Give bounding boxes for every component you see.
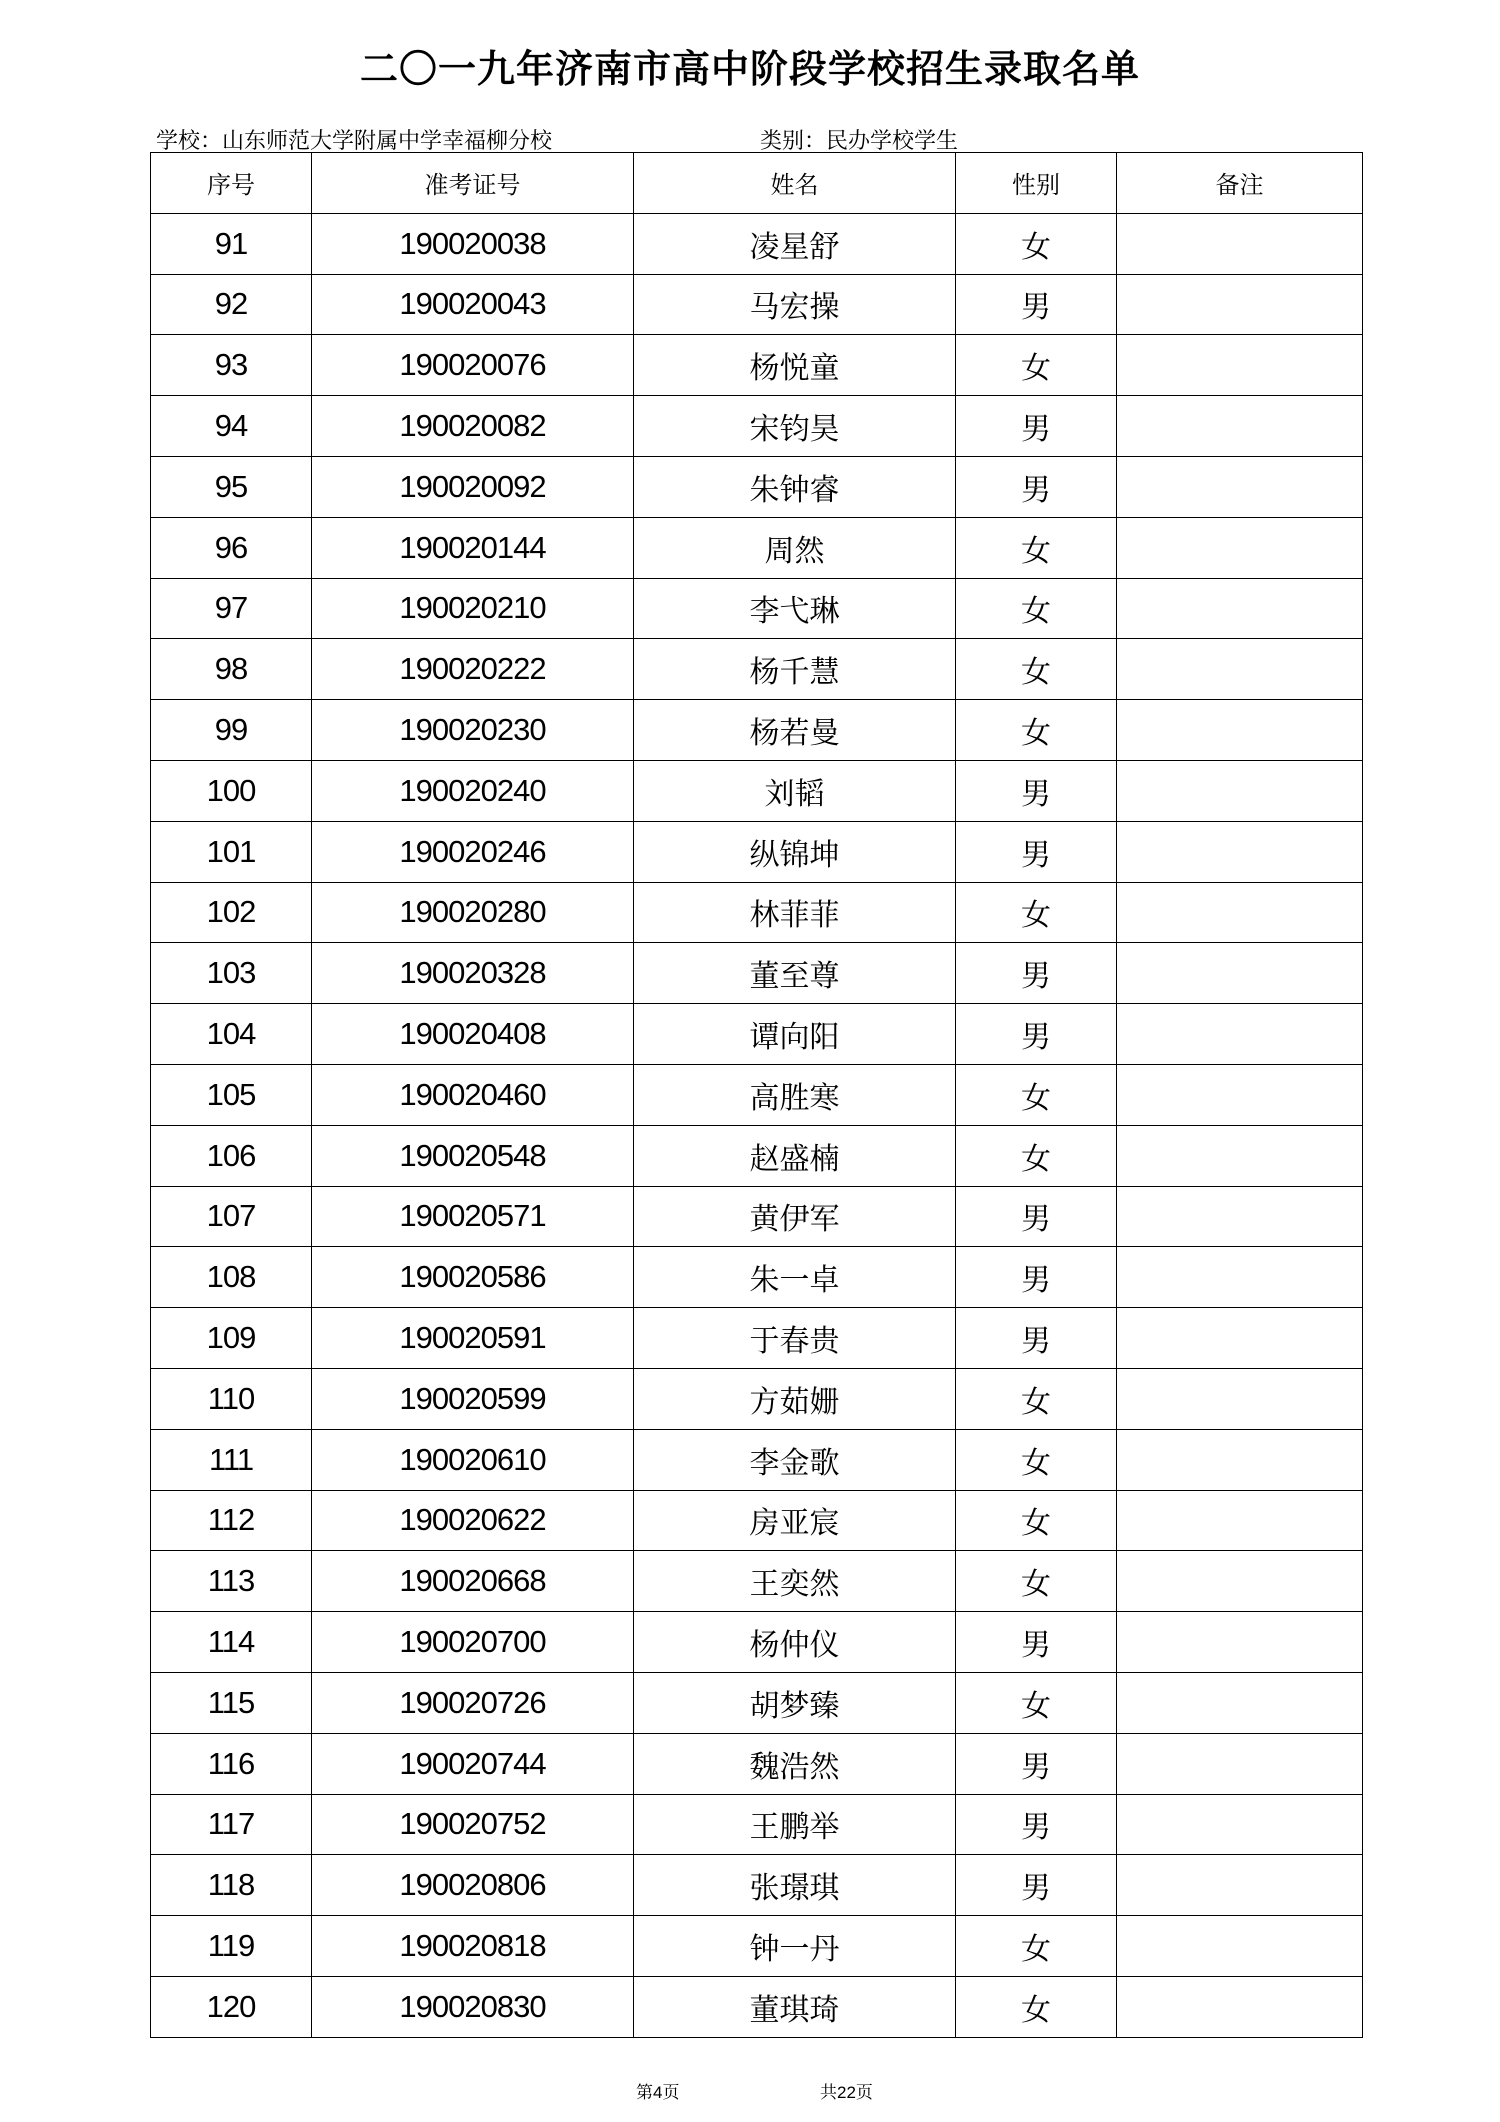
cell-gender: 男	[956, 1794, 1117, 1855]
cell-gender: 女	[956, 578, 1117, 639]
header-note: 备注	[1117, 153, 1363, 214]
cell-name: 朱一卓	[634, 1247, 956, 1308]
cell-name: 董至尊	[634, 943, 956, 1004]
header-gender: 性别	[956, 153, 1117, 214]
table-row	[151, 760, 1363, 821]
cell-name: 于春贵	[634, 1308, 956, 1369]
cell-note	[1117, 456, 1363, 517]
table-row	[151, 1733, 1363, 1794]
cell-gender: 女	[956, 1916, 1117, 1977]
cell-gender: 女	[956, 1976, 1117, 2037]
cell-exam-id: 190020586	[312, 1247, 634, 1308]
cell-exam-id: 190020744	[312, 1733, 634, 1794]
cell-gender: 男	[956, 396, 1117, 457]
cell-seq: 98	[151, 639, 312, 700]
cell-seq: 115	[151, 1672, 312, 1733]
cell-note	[1117, 1612, 1363, 1673]
cell-note	[1117, 1916, 1363, 1977]
cell-gender: 女	[956, 335, 1117, 396]
cell-gender: 男	[956, 760, 1117, 821]
cell-note	[1117, 335, 1363, 396]
cell-gender: 女	[956, 1672, 1117, 1733]
cell-exam-id: 190020210	[312, 578, 634, 639]
cell-exam-id: 190020668	[312, 1551, 634, 1612]
cell-gender: 男	[956, 1855, 1117, 1916]
cell-note	[1117, 1490, 1363, 1551]
cell-name: 谭向阳	[634, 1004, 956, 1065]
cell-exam-id: 190020082	[312, 396, 634, 457]
cell-seq: 114	[151, 1612, 312, 1673]
cell-seq: 104	[151, 1004, 312, 1065]
cell-note	[1117, 882, 1363, 943]
cell-exam-id: 190020246	[312, 821, 634, 882]
table-row	[151, 639, 1363, 700]
cell-note	[1117, 700, 1363, 761]
table-row	[151, 1794, 1363, 1855]
cell-note	[1117, 1429, 1363, 1490]
cell-exam-id: 190020599	[312, 1368, 634, 1429]
table-row	[151, 1551, 1363, 1612]
cell-gender: 男	[956, 1186, 1117, 1247]
cell-exam-id: 190020038	[312, 213, 634, 274]
header-seq: 序号	[151, 153, 312, 214]
cell-name: 黄伊军	[634, 1186, 956, 1247]
cell-name: 杨悦童	[634, 335, 956, 396]
cell-exam-id: 190020460	[312, 1064, 634, 1125]
cell-exam-id: 190020230	[312, 700, 634, 761]
table-row	[151, 1064, 1363, 1125]
cell-note	[1117, 274, 1363, 335]
cell-seq: 99	[151, 700, 312, 761]
cell-name: 马宏操	[634, 274, 956, 335]
cell-note	[1117, 1976, 1363, 2037]
cell-name: 周然	[634, 517, 956, 578]
cell-gender: 男	[956, 1612, 1117, 1673]
cell-name: 钟一丹	[634, 1916, 956, 1977]
cell-note	[1117, 943, 1363, 1004]
cell-seq: 119	[151, 1916, 312, 1977]
cell-note	[1117, 1064, 1363, 1125]
page-total: 共22页	[820, 2083, 873, 2102]
table-row	[151, 213, 1363, 274]
cell-gender: 女	[956, 517, 1117, 578]
table-row	[151, 700, 1363, 761]
cell-name: 赵盛楠	[634, 1125, 956, 1186]
cell-gender: 女	[956, 1429, 1117, 1490]
cell-exam-id: 190020328	[312, 943, 634, 1004]
cell-note	[1117, 1794, 1363, 1855]
table-row	[151, 943, 1363, 1004]
cell-seq: 91	[151, 213, 312, 274]
cell-seq: 107	[151, 1186, 312, 1247]
table-row	[151, 1612, 1363, 1673]
cell-name: 凌星舒	[634, 213, 956, 274]
cell-seq: 111	[151, 1429, 312, 1490]
cell-gender: 女	[956, 700, 1117, 761]
cell-exam-id: 190020092	[312, 456, 634, 517]
cell-note	[1117, 760, 1363, 821]
cell-note	[1117, 1368, 1363, 1429]
cell-exam-id: 190020043	[312, 274, 634, 335]
cell-seq: 113	[151, 1551, 312, 1612]
admission-table	[150, 152, 1363, 2038]
cell-note	[1117, 517, 1363, 578]
cell-name: 张璟琪	[634, 1855, 956, 1916]
cell-seq: 105	[151, 1064, 312, 1125]
cell-seq: 100	[151, 760, 312, 821]
cell-note	[1117, 1186, 1363, 1247]
table-row	[151, 578, 1363, 639]
cell-note	[1117, 1308, 1363, 1369]
table-row	[151, 1916, 1363, 1977]
cell-exam-id: 190020726	[312, 1672, 634, 1733]
cell-gender: 女	[956, 1551, 1117, 1612]
table-row	[151, 456, 1363, 517]
cell-gender: 男	[956, 1247, 1117, 1308]
cell-gender: 女	[956, 1125, 1117, 1186]
cell-seq: 93	[151, 335, 312, 396]
cell-note	[1117, 1004, 1363, 1065]
cell-seq: 92	[151, 274, 312, 335]
table-row	[151, 1247, 1363, 1308]
cell-name: 胡梦臻	[634, 1672, 956, 1733]
cell-exam-id: 190020548	[312, 1125, 634, 1186]
cell-note	[1117, 1247, 1363, 1308]
table-row	[151, 1368, 1363, 1429]
cell-name: 王鹏举	[634, 1794, 956, 1855]
cell-exam-id: 190020591	[312, 1308, 634, 1369]
cell-exam-id: 190020240	[312, 760, 634, 821]
table-row	[151, 1429, 1363, 1490]
cell-name: 杨若曼	[634, 700, 956, 761]
cell-seq: 108	[151, 1247, 312, 1308]
cell-exam-id: 190020830	[312, 1976, 634, 2037]
cell-seq: 106	[151, 1125, 312, 1186]
table-row	[151, 1308, 1363, 1369]
cell-note	[1117, 1551, 1363, 1612]
cell-name: 魏浩然	[634, 1733, 956, 1794]
cell-gender: 男	[956, 456, 1117, 517]
cell-name: 高胜寒	[634, 1064, 956, 1125]
cell-exam-id: 190020818	[312, 1916, 634, 1977]
cell-gender: 女	[956, 213, 1117, 274]
cell-gender: 女	[956, 1064, 1117, 1125]
cell-note	[1117, 1125, 1363, 1186]
cell-gender: 男	[956, 821, 1117, 882]
table-row	[151, 396, 1363, 457]
category-label: 类别：民办学校学生	[760, 129, 959, 154]
cell-gender: 女	[956, 639, 1117, 700]
table-row	[151, 335, 1363, 396]
table-row	[151, 882, 1363, 943]
cell-exam-id: 190020610	[312, 1429, 634, 1490]
cell-seq: 101	[151, 821, 312, 882]
cell-name: 朱钟睿	[634, 456, 956, 517]
cell-exam-id: 190020622	[312, 1490, 634, 1551]
cell-note	[1117, 1733, 1363, 1794]
cell-seq: 95	[151, 456, 312, 517]
cell-note	[1117, 639, 1363, 700]
cell-exam-id: 190020280	[312, 882, 634, 943]
cell-seq: 117	[151, 1794, 312, 1855]
cell-exam-id: 190020752	[312, 1794, 634, 1855]
cell-exam-id: 190020571	[312, 1186, 634, 1247]
cell-exam-id: 190020700	[312, 1612, 634, 1673]
table-row	[151, 1672, 1363, 1733]
cell-seq: 118	[151, 1855, 312, 1916]
cell-seq: 94	[151, 396, 312, 457]
cell-gender: 男	[956, 1004, 1117, 1065]
cell-name: 方茹姗	[634, 1368, 956, 1429]
cell-gender: 女	[956, 1368, 1117, 1429]
cell-seq: 109	[151, 1308, 312, 1369]
cell-name: 林菲菲	[634, 882, 956, 943]
school-label: 学校：山东师范大学附属中学幸福柳分校	[156, 129, 553, 154]
cell-note	[1117, 396, 1363, 457]
table-row	[151, 1490, 1363, 1551]
cell-seq: 112	[151, 1490, 312, 1551]
cell-seq: 120	[151, 1976, 312, 2037]
cell-seq: 103	[151, 943, 312, 1004]
header-name: 姓名	[634, 153, 956, 214]
cell-note	[1117, 213, 1363, 274]
cell-name: 李弋琳	[634, 578, 956, 639]
cell-seq: 102	[151, 882, 312, 943]
cell-gender: 男	[956, 943, 1117, 1004]
cell-name: 杨千慧	[634, 639, 956, 700]
cell-exam-id: 190020806	[312, 1855, 634, 1916]
cell-name: 房亚宸	[634, 1490, 956, 1551]
cell-gender: 女	[956, 1490, 1117, 1551]
cell-seq: 97	[151, 578, 312, 639]
cell-name: 宋钧昊	[634, 396, 956, 457]
page-number: 第4页	[636, 2083, 680, 2102]
cell-note	[1117, 1855, 1363, 1916]
table-body	[151, 213, 1363, 2037]
table-row	[151, 274, 1363, 335]
cell-seq: 116	[151, 1733, 312, 1794]
cell-gender: 女	[956, 882, 1117, 943]
document-title: 二〇一九年济南市高中阶段学校招生录取名单	[359, 47, 1140, 91]
cell-name: 纵锦坤	[634, 821, 956, 882]
cell-exam-id: 190020076	[312, 335, 634, 396]
cell-exam-id: 190020408	[312, 1004, 634, 1065]
cell-name: 杨仲仪	[634, 1612, 956, 1673]
header-exam-id: 准考证号	[312, 153, 634, 214]
cell-name: 王奕然	[634, 1551, 956, 1612]
cell-name: 董琪琦	[634, 1976, 956, 2037]
table-row	[151, 1125, 1363, 1186]
cell-note	[1117, 821, 1363, 882]
cell-seq: 96	[151, 517, 312, 578]
table-row	[151, 1855, 1363, 1916]
table-row	[151, 1004, 1363, 1065]
cell-gender: 男	[956, 274, 1117, 335]
cell-note	[1117, 1672, 1363, 1733]
table-row	[151, 821, 1363, 882]
table-row	[151, 1976, 1363, 2037]
cell-gender: 男	[956, 1308, 1117, 1369]
table-header-row	[151, 153, 1363, 214]
cell-exam-id: 190020144	[312, 517, 634, 578]
cell-note	[1117, 578, 1363, 639]
cell-name: 刘韬	[634, 760, 956, 821]
cell-gender: 男	[956, 1733, 1117, 1794]
cell-seq: 110	[151, 1368, 312, 1429]
table-row	[151, 517, 1363, 578]
cell-name: 李金歌	[634, 1429, 956, 1490]
cell-exam-id: 190020222	[312, 639, 634, 700]
table-row	[151, 1186, 1363, 1247]
